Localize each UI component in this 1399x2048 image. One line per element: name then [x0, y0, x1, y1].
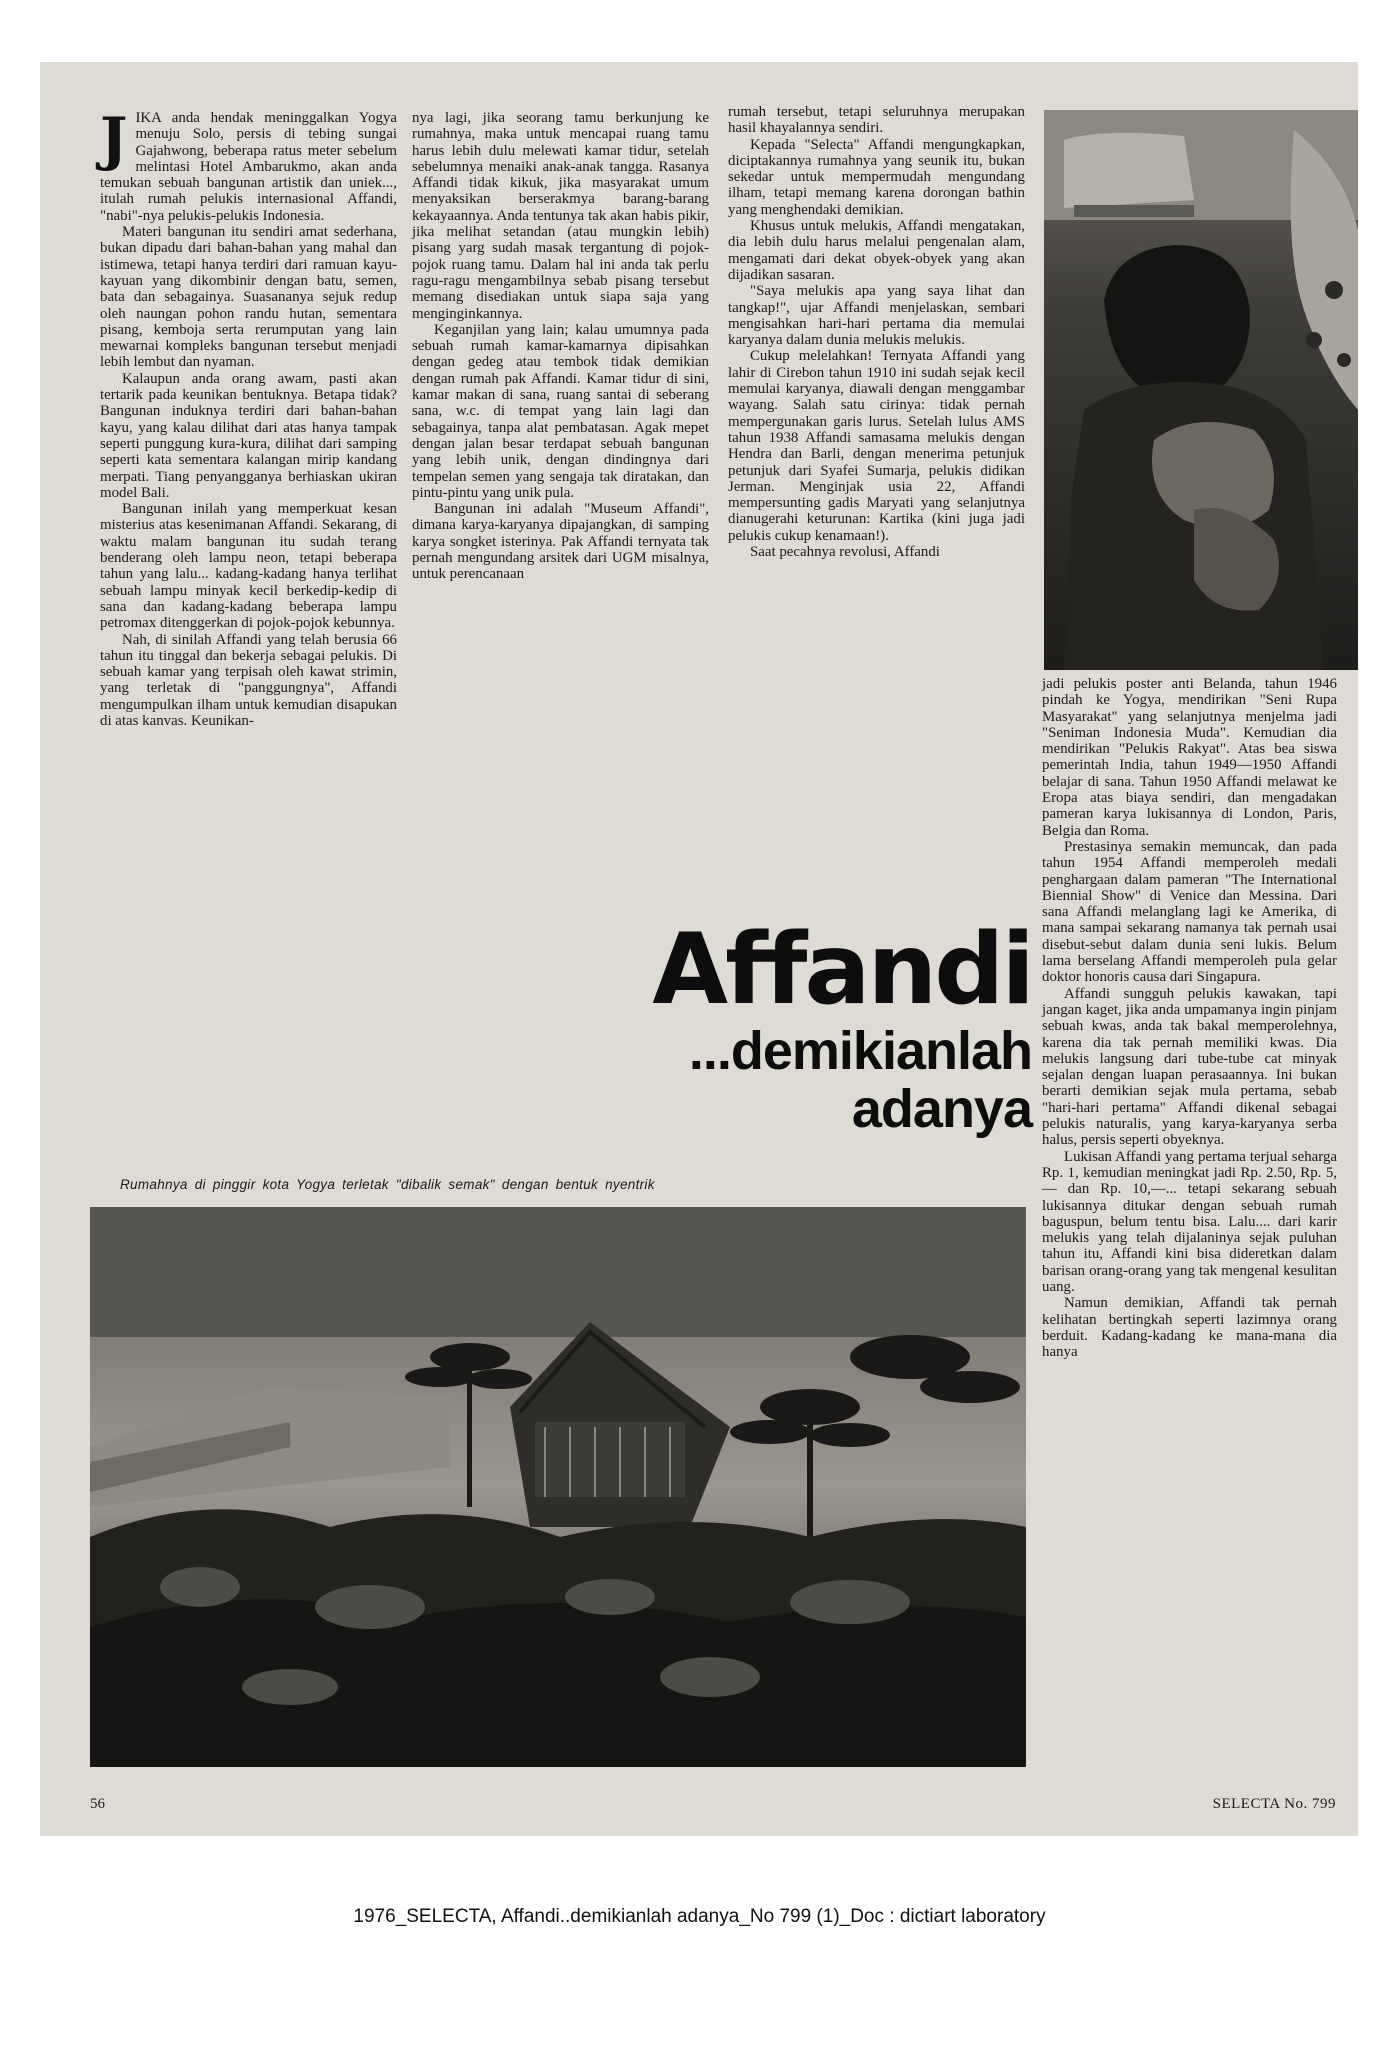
article-column-3: [728, 104, 1025, 560]
subtitle-line: adanya: [851, 1079, 1032, 1139]
paragraph: Keganjilan yang lain; kalau umumnya pada sebuah rumah kamar-kamarnya dipisahkan dengan gedeg atau tembok tidak demikian dengan rumah pak Affandi. Kamar tidur di sini, kamar makan di sana, ruang santai di seberang sana, w.c. di tempat yang lain lagi dan sebagainya, tanpa alat pembatasan. Agak mepet dengan jalan besar terdapat sebuah bangunan yang lebih unik, dengan dindingnya dari tempelan semen yang sengaja tak diratakan, dan pintu-pintu yang unik pula.: [412, 321, 709, 501]
subtitle-line: ...demikianlah: [688, 1021, 1032, 1081]
paragraph: Materi bangunan itu sendiri amat sederhana, bukan dipadu dari bahan-bahan yang mahal dan istimewa, tetapi hanya terdiri dari ramuan kayu-kayuan yang dikombinir dengan batu, semen, bata dan sebagainya. Suasananya sejuk redup oleh naungan pohon randu hutan, sementara pisang, kemboja serta rerumputan yang lain mewarnai kompleks bangunan tersebut menjadi lebih lembut dan nyaman.: [100, 224, 397, 371]
paragraph: "Saya melukis apa yang saya lihat dan tangkap!", ujar Affandi menjelaskan, sembari mengisahkan hari-hari pertama dia memulai karyanya dalam dunia melukis melukis.: [728, 283, 1025, 349]
paragraph: Cukup melelahkan! Ternyata Affandi yang lahir di Cirebon tahun 1910 ini sudah sejak kecil memulai karyanya, diawali dengan menggambar wayang. Salah satu cirinya: tidak pernah mempergunakan garis lurus. Setelah lulus AMS tahun 1938 Affandi samasama melukis dengan Hendra dan Barli, dengan menerima petunjuk petunjuk dari Syafei Sumarja, pelukis didikan Jerman. Menginjak usia 22, Affandi mempersunting gadis Maryati yang selanjutnya dianugerahi keturunan: Kartika (kini juga jadi pelukis cukup kenamaan!).: [728, 348, 1025, 544]
article-column-2: [412, 110, 709, 583]
paragraph: Kepada "Selecta" Affandi mengungkapkan, diciptakannya rumahnya yang seunik itu, bukan sekedar untuk mempermudah mengundang ilham, tetapi memang karena dorongan bathin yang menghendaki demikian.: [728, 136, 1025, 218]
house-photo: [90, 1207, 1026, 1767]
magazine-issue: SELECTA No. 799: [1212, 1796, 1336, 1812]
magazine-page: [40, 62, 1358, 1836]
paragraph: rumah tersebut, tetapi seluruhnya merupakan hasil khayalannya sendiri.: [728, 104, 1025, 137]
article-column-1: [100, 105, 397, 729]
paragraph: Prestasinya semakin memuncak, dan pada tahun 1954 Affandi memperoleh medali penghargaan dalam pameran "The International Biennial Show" di Venice dan Messina. Dari sana Affandi melanglang lagi ke Amerika, di mana sampai sekarang namanya tak pernah usai disebut-sebut dalam dunia seni lukis. Belum lama berselang Affandi memperoleh pula gelar doktor honoris causa dari Singapura.: [1042, 838, 1337, 986]
paragraph: jadi pelukis poster anti Belanda, tahun 1946 pindah ke Yogya, mendirikan "Seni Rupa Masyarakat" yang selanjutnya menjelma jadi "Seniman Indonesia Muda". Kemudian dia mendirikan "Pelukis Rakyat". Atas bea siswa pemerintah India, tahun 1949—1950 Affandi belajar di sana. Tahun 1950 Affandi melawat ke Eropa atas biaya sendiri, dan mengadakan pameran karya lukisannya di London, Paris, Belgia dan Roma.: [1042, 676, 1337, 839]
paragraph: Kalaupun anda orang awam, pasti akan tertarik pada keunikan bentuknya. Betapa tidak? Bangunan induknya terdiri dari bahan-bahan kayu, yang kalau dilihat dari atas hanya tampak seperti punggung kura-kura, dilihat dari samping seperti kata sementara kalangan mirip kandang merpati. Tiang penyangganya berhiaskan ukiran model Bali.: [100, 370, 397, 501]
paragraph: Khusus untuk melukis, Affandi mengatakan, dia lebih dulu harus melalui pengenalan alam, mengamati dari dekat obyek-obyek yang akan dijadikan sasaran.: [728, 218, 1025, 283]
paragraph: Bangunan inilah yang memperkuat kesan misterius atas kesenimanan Affandi. Sekarang, di waktu malam bangunan itu sudah terang benderang oleh lampu neon, tetapi beberapa tahun yang lalu... kadang-kadang hanya terlihat sebuah lampu minyak kecil berkedip-kedip di sana dan kadang-kadang beberapa lampu petromax ditenggerkan di pojok-pojok kebunnya.: [100, 501, 397, 632]
drop-cap: J: [100, 105, 128, 173]
paragraph: Lukisan Affandi yang pertama terjual seharga Rp. 1, kemudian meningkat jadi Rp. 2.50, Rp. 5,— dan Rp. 10,—... tetapi sekarang sebuah lukisannya ditukar dengan sebuah rumah baguspun, belum tentu bisa. Lalu.... dari karir melukis yang telah dijalaninya sejak puluhan tahun itu, Affandi kini bisa dideretkan dalam barisan orang-orang yang tak mengenal kesulitan uang.: [1042, 1148, 1337, 1295]
paragraph: Bangunan ini adalah "Museum Affandi", dimana karya-karyanya dipajangkan, di samping karya songket isterinya. Pak Affandi ternyata tak pernah mengundang arsitek dari UGM misalnya, untuk perencanaan: [412, 501, 709, 583]
paragraph: Namun demikian, Affandi tak pernah kelihatan bertingkah seperti lazimnya orang berduit. Kadang-kadang ke mana-mana dia hanya: [1042, 1295, 1337, 1361]
paragraph: nya lagi, jika seorang tamu berkunjung ke rumahnya, maka untuk mencapai ruang tamu harus lebih dulu melewati kamar tidur, setelah sebelumnya menaiki anak-anak tangga. Rasanya Affandi tidak kikuk, jika masyarakat umum menyaksikan berserakmya barang-barang kekayaannya. Anda tentunya tak akan habis pikir, jika melihat setandan (atau mungkin lebih) pisang yarg sudah masak tergantung di pojok-pojok ruang tamu. Dalam hal ini anda tak perlu ragu-ragu mengambilnya sebab pisang tersebut memang disediakan untuk siapa saja yang menginginkannya.: [412, 110, 709, 322]
paragraph: Saat pecahnya revolusi, Affandi: [750, 544, 940, 561]
paragraph: Nah, di sinilah Affandi yang telah berusia 66 tahun itu tinggal dan bekerja sebagai pelukis. Di sebuah kamar yang terpisah oleh kawat strimin, yang terletak di "panggungnya", Affandi mengumpulkan ilham untuk kemudian disapukan di atas kanvas. Keunikan-: [100, 631, 397, 729]
paragraph: JIKA anda hendak meninggalkan Yogya menuju Solo, persis di tebing sungai Gajahwong, beberapa ratus meter sebelum melintasi Hotel Ambarukmo, akan anda temukan sebuah bangunan artistik dan uniek..., itulah rumah pelukis internasional Affandi, "nabi"-nya pelukis-pelukis Indonesia.: [100, 105, 397, 224]
article-column-4: [1042, 676, 1337, 1360]
page-number: 56: [90, 1796, 105, 1812]
article-title: Affandi: [652, 913, 1032, 1027]
article-subtitle: [510, 1022, 1032, 1138]
portrait-photo: [1044, 110, 1358, 670]
photo-caption: Rumahnya di pinggir kota Yogya terletak "dibalik semak" dengan bentuk nyentrik: [120, 1177, 655, 1192]
paragraph: Affandi sungguh pelukis kawakan, tapi jangan kaget, jika anda umpamanya ingin pinjam sebuah kwas, anda tak bakal memperolehnya, karena dia tak pernah memiliki kwas. Dia melukis langsung dari tube-tube cat minyak sejalan dengan luapan perasaannya. Ini bukan berarti demikian sejak mula pertama, sebab "hari-hari pertama" Affandi dikenal sebagai pelukis naturalis, yang karya-karyanya serba halus, persis seperti obyeknya.: [1042, 985, 1337, 1149]
document-credit: 1976_SELECTA, Affandi..demikianlah adanya_No 799 (1)_Doc : dictiart laboratory: [353, 1906, 1046, 1927]
